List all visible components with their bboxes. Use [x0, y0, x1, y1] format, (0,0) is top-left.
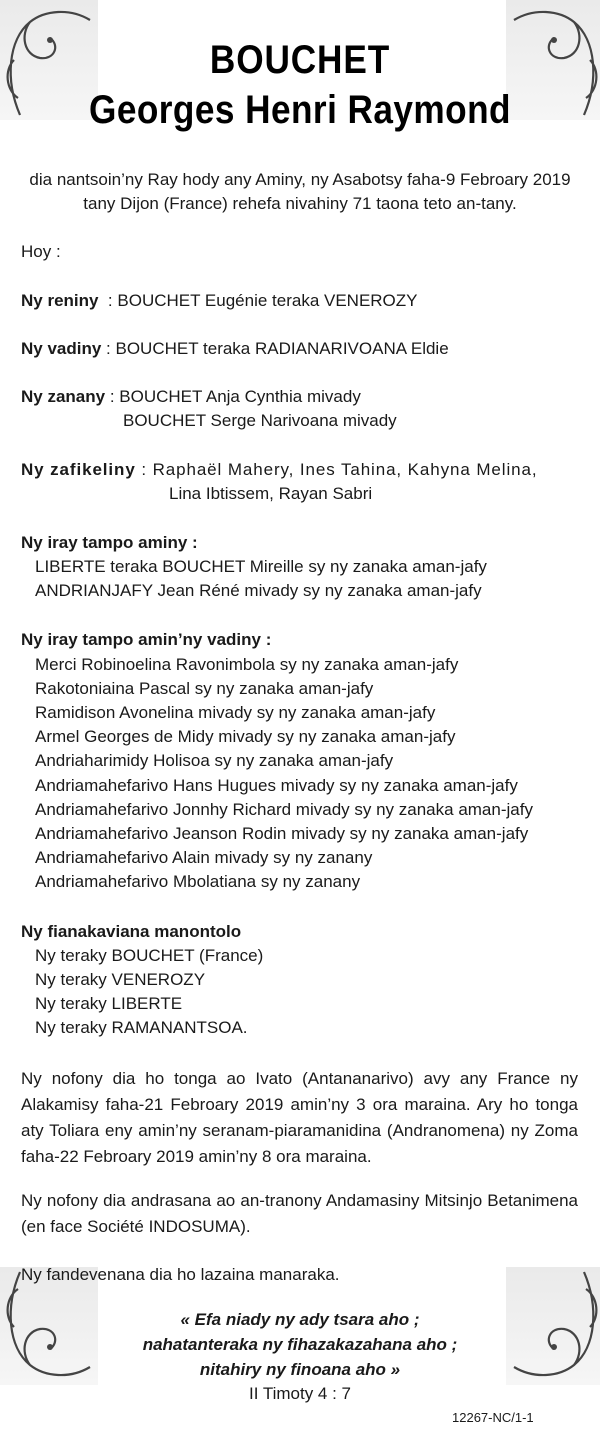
hoy-label: Hoy : — [21, 242, 61, 261]
zafikeliny-value-2: Lina Ibtissem, Rayan Sabri — [169, 484, 373, 503]
tampo-vadiny-heading: Ny iray tampo amin’ny vadiny : — [21, 630, 272, 649]
ad-reference-code: 12267-NC/1-1 — [452, 1410, 534, 1425]
list-item: LIBERTE teraka BOUCHET Mireille sy ny zanaka aman-jafy — [35, 557, 487, 576]
zanany-row — [21, 385, 361, 409]
vadiny-label: Ny vadiny — [21, 339, 102, 358]
arrival-paragraph: Ny nofony dia ho tonga ao Ivato (Antananarivo) avy any France ny Alakamisy faha-21 Febroary 2019 amin’ny 3 ora maraina. Ary ho tonga aty Toliara eny amin’ny seranam-piaramanidina (Andranomena) ny Zoma faha-22 Febroary 2019 amin’ny 8 ora maraina. — [21, 1069, 578, 1166]
fianakaviana-heading: Ny fianakaviana manontolo — [21, 922, 242, 941]
zafikeliny-row — [21, 458, 537, 482]
vadiny-row — [21, 337, 449, 361]
zanany-value-1: : BOUCHET Anja Cynthia mivady — [105, 387, 361, 406]
reniny-row — [21, 289, 418, 313]
list-item: Ny teraky BOUCHET (France) — [35, 946, 264, 965]
quote-line-2: nahatanteraka ny fihazakazahana aho ; — [142, 1335, 458, 1354]
intro-line-1: dia nantsoin’ny Ray hody any Aminy, ny Asabotsy faha-9 Febroary 2019 — [29, 170, 571, 189]
list-item: Rakotoniaina Pascal sy ny zanaka aman-jafy — [35, 679, 374, 698]
quote-line-3: nitahiry ny finoana aho » — [199, 1360, 401, 1379]
surname-title: BOUCHET — [209, 38, 391, 82]
list-item: Ny teraky LIBERTE — [35, 994, 183, 1013]
zanany-value-2: BOUCHET Serge Narivoana mivady — [123, 411, 397, 430]
list-item: Merci Robinoelina Ravonimbola sy ny zanaka aman-jafy — [35, 655, 459, 674]
intro-line-2: tany Dijon (France) rehefa nivahiny 71 taona teto an-tany. — [83, 194, 517, 213]
zafikeliny-label: Ny zafikeliny — [21, 460, 136, 479]
list-item: Andriamahefarivo Mbolatiana sy ny zanany — [35, 872, 361, 891]
list-item: Andriamahefarivo Hans Hugues mivady sy ny zanaka aman-jafy — [35, 776, 518, 795]
wake-paragraph: Ny nofony dia andrasana ao an-tranony Andamasiny Mitsinjo Betanimena (en face Société INDOSUMA). — [21, 1191, 578, 1236]
tampo-aminy-heading: Ny iray tampo aminy : — [21, 533, 198, 552]
list-item: Andriamahefarivo Alain mivady sy ny zanany — [35, 848, 373, 867]
funeral-paragraph: Ny fandevenana dia ho lazaina manaraka. — [21, 1265, 340, 1284]
list-item: Armel Georges de Midy mivady sy ny zanaka aman-jafy — [35, 727, 456, 746]
vadiny-value: : BOUCHET teraka RADIANARIVOANA Eldie — [101, 339, 449, 358]
bible-reference: II Timoty 4 : 7 — [248, 1384, 352, 1403]
zanany-label: Ny zanany — [21, 387, 106, 406]
list-item: Andriamahefarivo Jonnhy Richard mivady sy ny zanaka aman-jafy — [35, 800, 533, 819]
given-names-title: Georges Henri Raymond — [89, 88, 511, 132]
list-item: Ny teraky RAMANANTSOA. — [35, 1018, 248, 1037]
reniny-value: : BOUCHET Eugénie teraka VENEROZY — [98, 291, 418, 310]
list-item: Ramidison Avonelina mivady sy ny zanaka aman-jafy — [35, 703, 436, 722]
list-item: Andriamahefarivo Jeanson Rodin mivady sy ny zanaka aman-jafy — [35, 824, 529, 843]
reniny-label: Ny reniny — [21, 291, 99, 310]
zafikeliny-value-1: : Raphaël Mahery, Ines Tahina, Kahyna Melina, — [135, 460, 538, 479]
list-item: ANDRIANJAFY Jean Réné mivady sy ny zanaka aman-jafy — [35, 581, 482, 600]
list-item: Ny teraky VENEROZY — [35, 970, 206, 989]
quote-line-1: « Efa niady ny ady tsara aho ; — [180, 1310, 420, 1329]
list-item: Andriaharimidy Holisoa sy ny zanaka aman-jafy — [35, 751, 394, 770]
